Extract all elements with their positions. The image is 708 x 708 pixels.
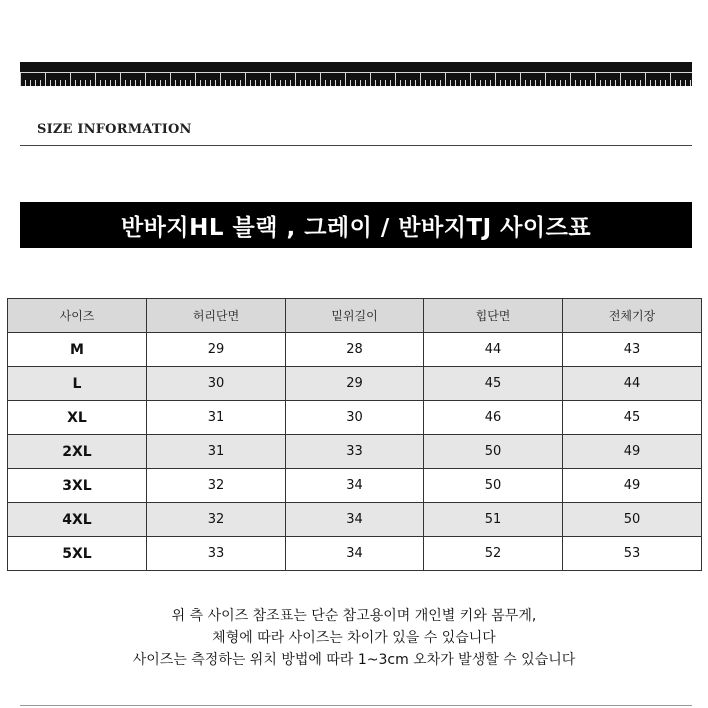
table-cell: 31: [147, 401, 286, 435]
section-divider: [20, 145, 692, 146]
note-line: 위 측 사이즈 참조표는 단순 참고용이며 개인별 키와 몸무게,: [171, 608, 537, 624]
table-cell: 52: [424, 537, 563, 571]
table-header-row: [8, 299, 702, 333]
table-cell: 30: [147, 367, 286, 401]
size-notes: [0, 605, 708, 671]
table-cell: 30: [286, 401, 424, 435]
banner-title: 반바지HL 블랙 , 그레이 / 반바지TJ 사이즈표: [20, 202, 692, 248]
table-cell: 29: [147, 333, 286, 367]
header-rise: 밑위길이: [286, 299, 424, 333]
table-cell: 34: [286, 503, 424, 537]
size-label: 5XL: [8, 537, 147, 571]
table-cell: 50: [424, 469, 563, 503]
size-label: XL: [8, 401, 147, 435]
size-label: M: [8, 333, 147, 367]
table-cell: 32: [147, 503, 286, 537]
table-cell: 33: [286, 435, 424, 469]
table-cell: 45: [563, 401, 702, 435]
table-cell: 50: [563, 503, 702, 537]
table-cell: 44: [563, 367, 702, 401]
header-size: 사이즈: [8, 299, 147, 333]
table-row: [8, 401, 702, 435]
table-cell: 46: [424, 401, 563, 435]
size-table: [7, 298, 702, 571]
size-label: 3XL: [8, 469, 147, 503]
table-cell: 34: [286, 469, 424, 503]
size-label: L: [8, 367, 147, 401]
table-cell: 49: [563, 469, 702, 503]
table-cell: 34: [286, 537, 424, 571]
note-line: 사이즈는 측정하는 위치 방법에 따라 1~3cm 오차가 발생할 수 있습니다: [132, 652, 576, 668]
size-label: 2XL: [8, 435, 147, 469]
table-cell: 29: [286, 367, 424, 401]
ruler-ticks: [20, 72, 692, 86]
size-label: 4XL: [8, 503, 147, 537]
table-row: [8, 333, 702, 367]
table-cell: 31: [147, 435, 286, 469]
table-row: [8, 503, 702, 537]
table-cell: 33: [147, 537, 286, 571]
table-row: [8, 469, 702, 503]
table-cell: 49: [563, 435, 702, 469]
header-hip: 힙단면: [424, 299, 563, 333]
table-cell: 28: [286, 333, 424, 367]
table-row: [8, 435, 702, 469]
header-length: 전체기장: [563, 299, 702, 333]
table-cell: 51: [424, 503, 563, 537]
header-waist: 허리단면: [147, 299, 286, 333]
table-cell: 32: [147, 469, 286, 503]
note-line: 체형에 따라 사이즈는 차이가 있을 수 있습니다: [212, 630, 496, 646]
table-cell: 45: [424, 367, 563, 401]
table-row: [8, 537, 702, 571]
table-cell: 43: [563, 333, 702, 367]
section-heading: SIZE INFORMATION: [37, 122, 192, 137]
bottom-divider: [20, 705, 692, 706]
table-cell: 50: [424, 435, 563, 469]
table-cell: 53: [563, 537, 702, 571]
ruler-graphic: [20, 62, 692, 86]
table-cell: 44: [424, 333, 563, 367]
table-row: [8, 367, 702, 401]
